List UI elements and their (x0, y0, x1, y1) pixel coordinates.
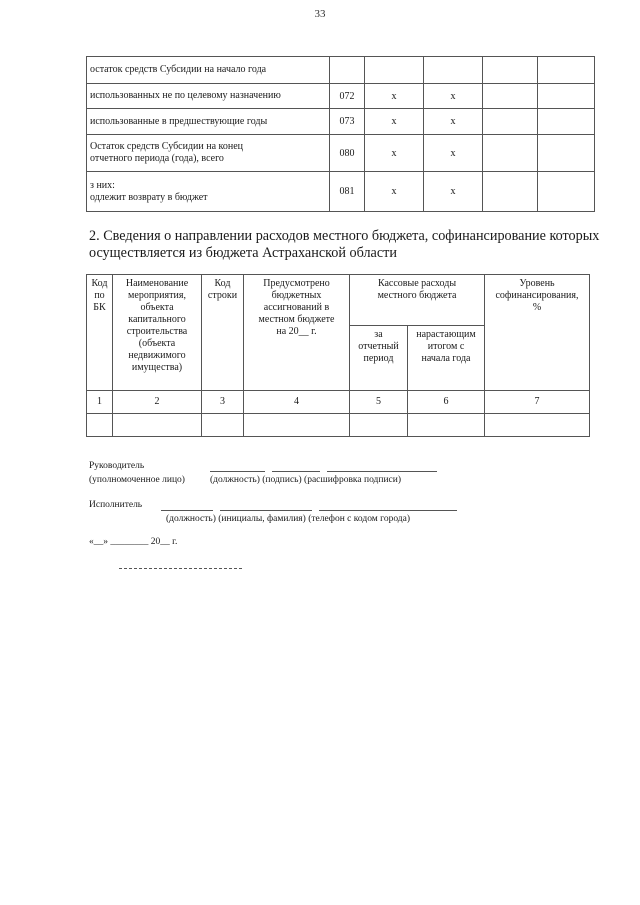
page-number: 33 (314, 8, 326, 20)
row-code: 081 (330, 172, 365, 212)
cell: x (424, 84, 483, 109)
cell (244, 414, 350, 437)
cell (538, 172, 595, 212)
header-predusmotreno: Предусмотрено бюджетных ассигнований в местном бюджете на 20__ г. (244, 275, 350, 391)
column-number: 1 (87, 391, 113, 414)
signature-line (272, 471, 320, 472)
signature-line (319, 510, 457, 511)
column-number: 2 (113, 391, 202, 414)
divider (119, 568, 242, 569)
head-caption: (должность) (подпись) (расшифровка подписи) (210, 475, 402, 485)
expenses-table (86, 274, 590, 437)
row-code: 080 (330, 135, 365, 172)
row-label: использованные в предшествующие годы (87, 109, 330, 135)
cell: x (365, 172, 424, 212)
cell: x (424, 109, 483, 135)
row-code: 073 (330, 109, 365, 135)
row-label: з них: одлежит возврату в бюджет (87, 172, 330, 212)
cell (365, 57, 424, 84)
table-row (87, 57, 595, 84)
column-number: 6 (408, 391, 485, 414)
executor-label: Исполнитель (89, 500, 143, 510)
signature-line (210, 471, 265, 472)
section-2-heading: 2. Сведения о направлении расходов местного бюджета, софинансирование которых осуществляется из бюджета Астраханской области (89, 228, 600, 261)
executor-caption: (должность) (инициалы, фамилия) (телефон с кодом города) (166, 514, 411, 524)
header-za-period: за отчетный период (350, 326, 408, 391)
header-kod-bk: Код по БК (87, 275, 113, 391)
signature-line (161, 510, 213, 511)
column-number: 7 (485, 391, 590, 414)
row-label: Остаток средств Субсидии на конец отчетного периода (года), всего (87, 135, 330, 172)
cell (113, 414, 202, 437)
signature-line (327, 471, 437, 472)
cell (483, 84, 538, 109)
cell: x (424, 172, 483, 212)
header-narast: нарастающим итогом с начала года (408, 326, 485, 391)
header-kod-stroki: Код строки (202, 275, 244, 391)
row-label: остаток средств Субсидии на начало года (87, 57, 330, 84)
cell (538, 135, 595, 172)
column-number: 3 (202, 391, 244, 414)
cell (538, 109, 595, 135)
header-uroven: Уровень софинансирования, % (485, 275, 590, 391)
row-code (330, 57, 365, 84)
row-code: 072 (330, 84, 365, 109)
cell: x (365, 135, 424, 172)
cell (485, 414, 590, 437)
table-row (87, 109, 595, 135)
header-name: Наименование мероприятия, объекта капитального строительства (объекта недвижимого имущества) (113, 275, 202, 391)
subsidy-balance-table (86, 56, 595, 212)
cell (483, 172, 538, 212)
table-row (87, 84, 595, 109)
table-row (87, 172, 595, 212)
cell (87, 414, 113, 437)
head-sublabel: (уполномоченное лицо) (89, 475, 185, 485)
header-kassovye: Кассовые расходы местного бюджета (350, 275, 485, 326)
table-row (87, 391, 590, 414)
date-line: «__» ________ 20__ г. (89, 537, 178, 547)
cell (483, 135, 538, 172)
cell: x (424, 135, 483, 172)
cell (538, 84, 595, 109)
cell (424, 57, 483, 84)
column-number: 4 (244, 391, 350, 414)
row-label: использованных не по целевому назначению (87, 84, 330, 109)
cell: x (365, 109, 424, 135)
cell (538, 57, 595, 84)
table-row (87, 135, 595, 172)
column-number: 5 (350, 391, 408, 414)
head-label: Руководитель (89, 461, 145, 471)
cell (202, 414, 244, 437)
cell: x (365, 84, 424, 109)
cell (483, 57, 538, 84)
cell (350, 414, 408, 437)
table-row (87, 414, 590, 437)
table-header-row (87, 275, 590, 326)
cell (408, 414, 485, 437)
cell (483, 109, 538, 135)
signature-line (220, 510, 312, 511)
